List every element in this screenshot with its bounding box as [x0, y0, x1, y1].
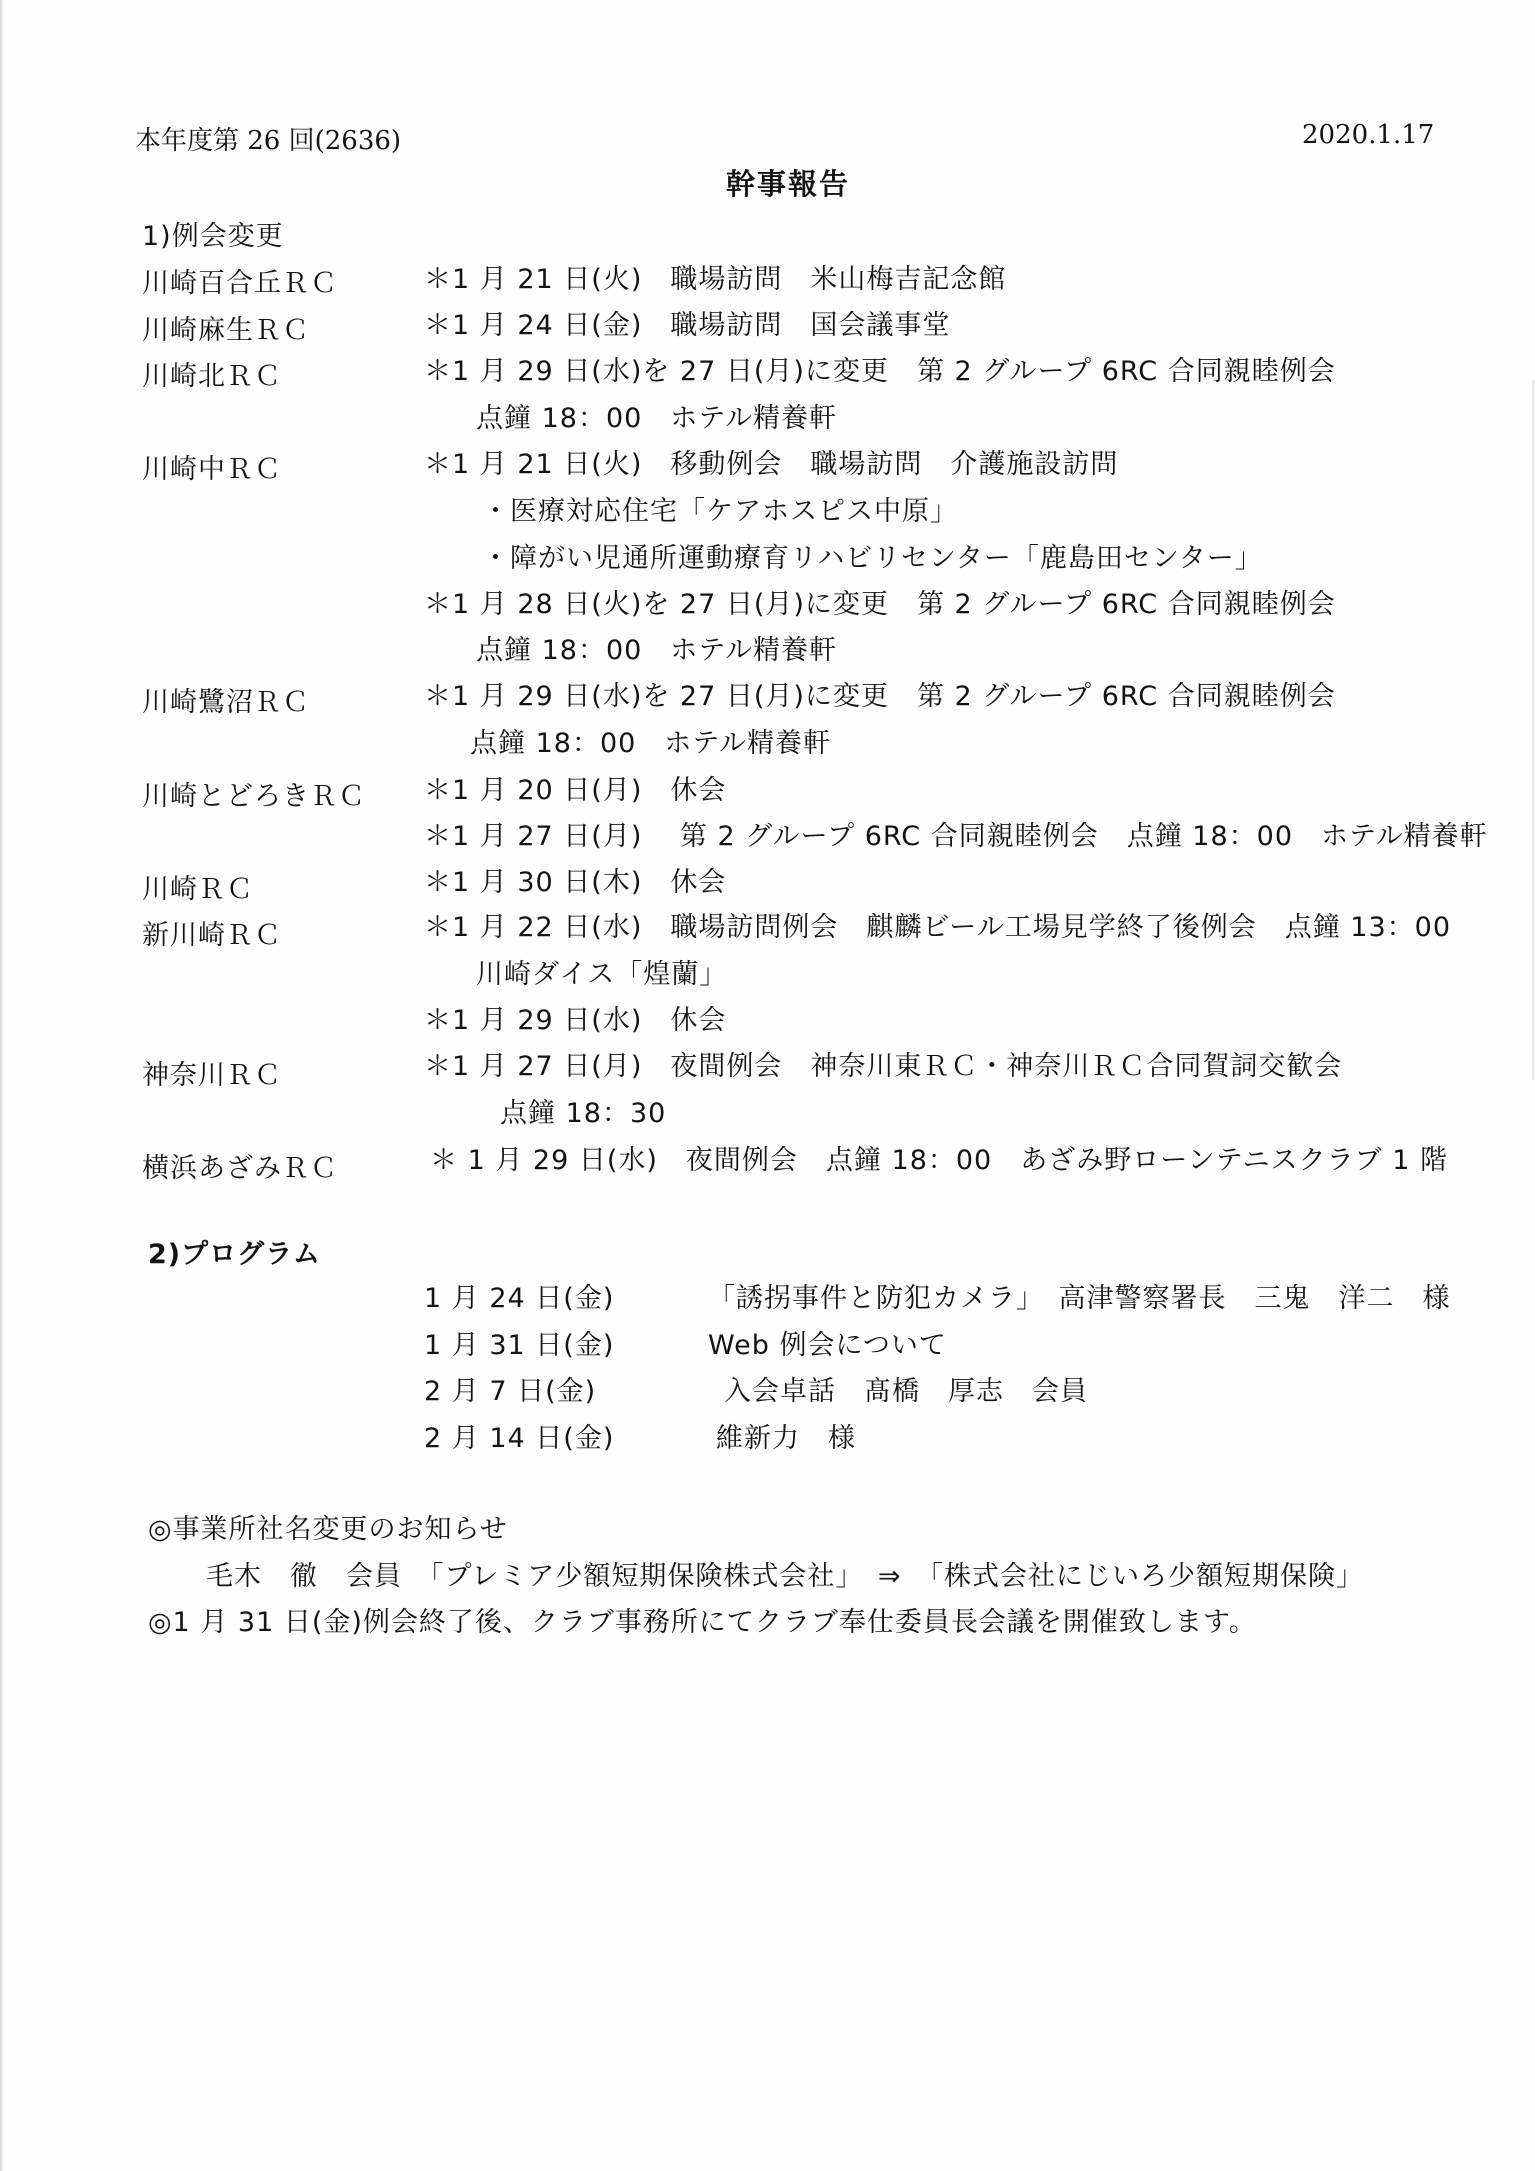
- section-heading: 2)プログラム: [148, 1239, 321, 1270]
- page-title: 幹事報告: [726, 167, 851, 201]
- issue-number: 本年度第 26 回(2636): [135, 126, 402, 156]
- scan-edge: [0, 0, 4, 2171]
- club-change-line: 点鐘 18：00 ホテル精養軒: [476, 403, 837, 434]
- program-content: 「誘拐事件と防犯カメラ」 高津警察署長 三鬼 洋二 様: [708, 1283, 1451, 1314]
- club-change-line: ＊1 月 24 日(金) 職場訪問 国会議事堂: [424, 310, 951, 341]
- notice-detail: 毛木 徹 会員 「プレミア少額短期保険株式会社」 ⇒ 「株式会社にじいろ少額短期保険」: [206, 1561, 1365, 1592]
- club-change-line: ＊1 月 29 日(水)を 27 日(月)に変更 第 2 グループ 6RC 合同親睦例会: [424, 681, 1336, 712]
- club-change-line: 点鐘 18：00 ホテル精養軒: [476, 635, 837, 666]
- club-change-line: 川崎ダイス「煌蘭」: [476, 959, 728, 990]
- club-change-line: ＊1 月 21 日(火) 職場訪問 米山梅吉記念館: [424, 264, 1007, 295]
- club-change-line: ・障がい児通所運動療育リハビリセンター「鹿島田センター」: [482, 543, 1263, 574]
- club-change-line: ＊1 月 27 日(月) 夜間例会 神奈川東ＲＣ・神奈川ＲＣ合同賀詞交歓会: [424, 1051, 1343, 1082]
- program-date: 1 月 24 日(金): [424, 1283, 615, 1314]
- club-change-line: ＊1 月 29 日(水) 休会: [424, 1005, 727, 1036]
- program-content: 入会卓話 髙橋 厚志 会員: [724, 1376, 1088, 1407]
- notice-line: ◎1 月 31 日(金)例会終了後、クラブ事務所にてクラブ奉仕委員長会議を開催致します。: [148, 1607, 1257, 1638]
- program-date: 2 月 7 日(金): [424, 1376, 597, 1407]
- club-change-line: ＊1 月 20 日(月) 休会: [424, 775, 727, 806]
- report-date: 2020.1.17: [1302, 120, 1435, 150]
- club-name: 神奈川ＲＣ: [142, 1060, 282, 1091]
- program-content: 維新力 様: [716, 1423, 856, 1454]
- club-change-line: ＊1 月 22 日(水) 職場訪問例会 麒麟ビール工場見学終了後例会 点鐘 13：00: [424, 912, 1452, 943]
- club-change-line: ＊1 月 30 日(木) 休会: [424, 867, 727, 898]
- club-name: 川崎中ＲＣ: [142, 454, 282, 485]
- club-change-line: ＊1 月 29 日(水)を 27 日(月)に変更 第 2 グループ 6RC 合同親睦例会: [424, 356, 1336, 387]
- club-name: 川崎ＲＣ: [142, 874, 254, 905]
- notice-heading: ◎事業所社名変更のお知らせ: [148, 1514, 508, 1545]
- club-name: 川崎北ＲＣ: [142, 361, 282, 392]
- program-content: Web 例会について: [708, 1330, 947, 1361]
- club-change-line: 点鐘 18：30: [500, 1098, 667, 1129]
- program-date: 2 月 14 日(金): [424, 1423, 615, 1454]
- section-heading: 1)例会変更: [142, 221, 284, 252]
- club-change-line: ＊1 月 28 日(火)を 27 日(月)に変更 第 2 グループ 6RC 合同親睦例会: [424, 589, 1336, 620]
- club-name: 新川崎ＲＣ: [142, 920, 282, 951]
- club-change-line: ＊ 1 月 29 日(水) 夜間例会 点鐘 18：00 あざみ野ローンテニスクラブ 1 階: [430, 1145, 1448, 1176]
- club-name: 川崎百合丘ＲＣ: [142, 268, 338, 299]
- club-change-line: ＊1 月 21 日(火) 移動例会 職場訪問 介護施設訪問: [424, 449, 1119, 480]
- club-name: 川崎麻生ＲＣ: [142, 315, 310, 346]
- club-name: 横浜あざみＲＣ: [142, 1153, 338, 1184]
- club-change-line: ・医療対応住宅「ケアホスピス中原」: [482, 496, 958, 527]
- club-name: 川崎とどろきＲＣ: [142, 781, 366, 812]
- club-change-line: ＊1 月 27 日(月) 第 2 グループ 6RC 合同親睦例会 点鐘 18：00 ホテル精養軒: [424, 821, 1488, 852]
- club-name: 川崎鷺沼ＲＣ: [142, 687, 310, 718]
- club-change-line: 点鐘 18：00 ホテル精養軒: [470, 728, 831, 759]
- program-date: 1 月 31 日(金): [424, 1330, 615, 1361]
